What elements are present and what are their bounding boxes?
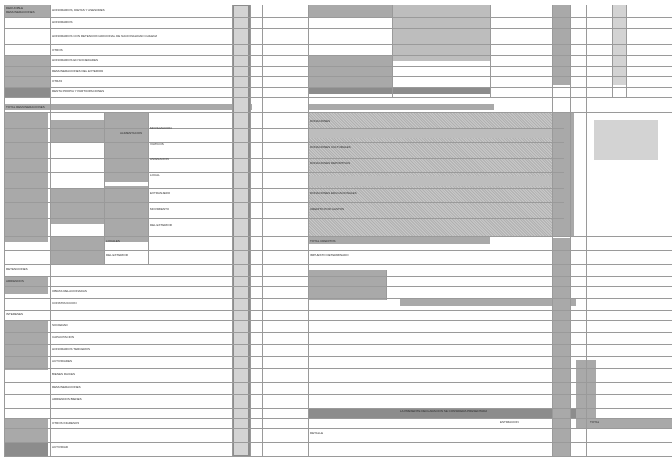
lower-left-row-4: INTERESES: [6, 313, 24, 316]
center-header-block: [308, 5, 392, 17]
rule-14: [4, 188, 564, 189]
rule-22: [4, 298, 672, 299]
rule-12: [4, 158, 564, 159]
sub-label-block-1: [50, 120, 104, 142]
rule-30: [4, 394, 672, 395]
header-section-label: REMUNERACIONES: [6, 11, 35, 14]
middle-label-6: MOVIMIENTO: [150, 208, 170, 211]
lower-left-row-9: BIENES RAICES: [52, 373, 76, 376]
lower-left-row-10: REMUNERACIONES: [52, 386, 81, 389]
bottom-label-2: TOTAL: [590, 421, 600, 424]
lower-left-row-0: RETENCIONES: [6, 268, 28, 271]
rule-5: [4, 66, 672, 67]
rule-33: [4, 428, 672, 429]
middle-label-4: LOCAL: [150, 174, 160, 177]
vrule-14: [104, 112, 105, 264]
vrule-8: [490, 5, 491, 97]
far-right-col-2: [552, 238, 570, 456]
lower-left-row-11: ARRIENDOS BIENES: [52, 398, 82, 401]
vrule-16: [386, 270, 387, 300]
rule-21: [4, 286, 672, 287]
rule-25: [4, 332, 672, 333]
vrule-6: [308, 5, 309, 456]
right-block-b: [308, 270, 386, 300]
left-row-2: HONORARIOS CON RETENCION ADICIONAL DE NACIONALIDAD CHILENA: [52, 35, 158, 38]
lower-left-block-2: [4, 320, 48, 370]
rule-32: [4, 418, 672, 419]
rule-8: [4, 97, 672, 98]
vrule-15: [148, 112, 149, 264]
lower-left-row-13: ACTIVIDAD: [52, 446, 69, 449]
middle-label-5: EXTRANJERO: [150, 192, 171, 195]
left-row-0: HONORARIOS, DIETAS Y ASESORES: [52, 9, 105, 12]
total-remuneraciones-label: TOTAL REMUNERACIONES: [6, 106, 45, 109]
lower-left-row-1: ARRIENDOS: [6, 280, 24, 283]
rule-11: [4, 142, 564, 143]
right-row-5: TOTAL CREDITOS: [310, 240, 336, 243]
rule-2: [4, 28, 672, 29]
vrule-2: [50, 5, 51, 456]
right-row-0: DONACIONES: [310, 120, 331, 123]
right-row-4: CREDITO POR GASTOS: [310, 208, 345, 211]
lower-left-row-3: CONSTRUCCION: [52, 302, 77, 305]
rule-4: [4, 55, 672, 56]
middle-label-0: ALIMENTACION: [120, 132, 143, 135]
rule-15: [4, 202, 564, 203]
vrule-4: [250, 5, 251, 456]
vrule-5: [262, 5, 263, 456]
lower-left-row-7: HONORARIOS TERCEROS: [52, 348, 90, 351]
vrule-1: [4, 5, 5, 456]
rule-27: [4, 356, 672, 357]
right-row-3: DONACIONES EDUCACIONALES: [310, 192, 357, 195]
left-section-block-2: [4, 87, 50, 97]
note-box: [594, 120, 658, 160]
rule-31: [4, 408, 672, 409]
rule-28: [4, 368, 672, 369]
bottom-label-1: ESTIMACION: [500, 421, 519, 424]
header-code-label: DEDUCIBLE: [6, 7, 24, 10]
left-code-column-inner: [234, 6, 248, 455]
vrule-3: [232, 5, 233, 456]
rule-3: [4, 44, 672, 45]
rule-7: [4, 87, 672, 88]
rule-1: [4, 17, 672, 18]
rule-35: [4, 456, 672, 457]
rule-29: [4, 382, 672, 383]
rule-10: [4, 128, 564, 129]
right-block-c: [400, 298, 576, 306]
lower-left-row-8: ACTIVIDADES: [52, 360, 73, 363]
vrule-13: [626, 5, 627, 97]
rule-24: [4, 320, 672, 321]
middle-label-7: DEL EXTERIOR: [150, 224, 172, 227]
sub-label-block-4: [104, 186, 148, 242]
rule-20: [4, 276, 672, 277]
lower-left-row-6: CAPACITACION: [52, 336, 75, 339]
right-row-band-2: [308, 176, 552, 186]
middle-label-8: LOCALES: [106, 240, 120, 243]
middle-label-3: ASIGNACION: [150, 158, 169, 161]
rule-34: [4, 442, 672, 443]
center-sub-block: [308, 55, 392, 90]
lower-left-row-5: SOCIEDAD: [52, 324, 68, 327]
vrule-12: [612, 5, 613, 97]
left-row-3: OTROS: [52, 49, 63, 52]
vrule-11: [586, 5, 587, 456]
rule-26: [4, 344, 672, 345]
lower-left-row-2: OBRAS RELACIONADAS: [52, 290, 87, 293]
right-row-2: DONACIONES DEPORTIVAS: [310, 162, 351, 165]
rule-13: [4, 172, 564, 173]
vrule-7: [392, 5, 393, 97]
left-row-6: OTRAS: [52, 80, 63, 83]
left-middle-block: [4, 112, 48, 242]
left-row-4: HONORARIOS EN SOCIEDADES: [52, 59, 99, 62]
middle-label-2: VIATICOS: [150, 143, 164, 146]
left-row-5: REMUNERACIONES DEL EXTERIOR: [52, 70, 104, 73]
vrule-10: [570, 5, 571, 456]
lower-left-block-4: [4, 442, 48, 456]
lower-left-row-12: OTROS INGRESOS: [52, 422, 80, 425]
rule-16: [4, 218, 564, 219]
center-bar: [308, 88, 490, 94]
center-grid-block: [392, 5, 490, 61]
center-total-block: [308, 104, 494, 110]
right-row-band-1: [308, 128, 552, 138]
vrule-9: [552, 5, 553, 456]
left-row-1: HONORARIOS: [52, 21, 73, 24]
left-row-7: RENTA PROPIA Y PARTICIPACIONES: [52, 90, 105, 93]
middle-label-9: DEL EXTERIOR: [106, 254, 128, 257]
rule-6: [4, 76, 672, 77]
lower-left-block-1: [4, 276, 48, 294]
notice-text: LA PRESENTE DECLARACION SE CONSIDERA PRESENTADA: [400, 410, 488, 413]
bottom-label-0: DETALLE: [310, 432, 324, 435]
right-row-6: IMPUESTO DETERMINADO: [310, 254, 349, 257]
right-row-1: DONACIONES CULTURALES: [310, 146, 351, 149]
rule-23: [4, 310, 672, 311]
middle-label-1: MOVILIZACION: [150, 127, 172, 130]
rule-19: [4, 264, 672, 265]
